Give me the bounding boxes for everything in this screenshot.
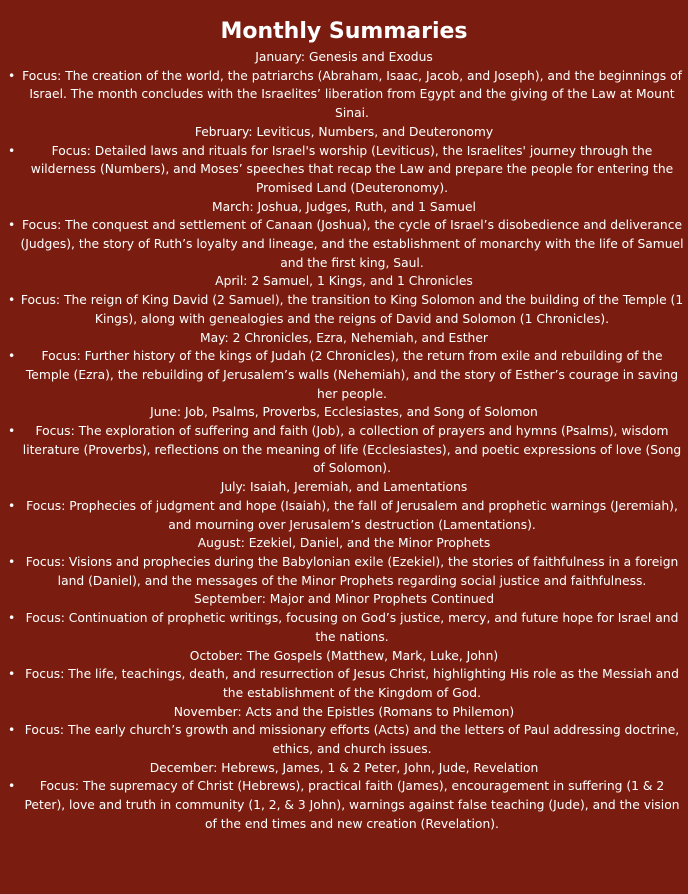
bullet-icon: • — [8, 498, 16, 513]
month-heading-april: April: 2 Samuel, 1 Kings, and 1 Chronicles — [215, 274, 473, 289]
focus-text: Focus: The creation of the world, the patriarchs (Abraham, Isaac, Jacob, and Joseph), and the beginnings of Israel. The month concludes with the Israelites’ liberation from Egypt and the giving of the Law at Mount Sinai. — [22, 68, 682, 121]
bullet-icon: • — [8, 143, 16, 158]
focus-text: Focus: Detailed laws and rituals for Israel's worship (Leviticus), the Israelites' journey through the wilderness (Numbers), and Moses’ speeches that recap the Law and prepare the people for entering the Promised Land (Deuteronomy). — [30, 143, 674, 195]
month-heading-june: June: Job, Psalms, Proverbs, Ecclesiastes, and Song of Solomon — [150, 405, 538, 420]
page-title: Monthly Summaries — [220, 19, 468, 44]
focus-item-december — [4, 777, 684, 833]
focus-text: Focus: The reign of King David (2 Samuel), the transition to King Solomon and the building of the Temple (1 Kings), along with genealogies and the reigns of David and Solomon (1 Chronicles). — [20, 293, 684, 326]
focus-text: Focus: Further history of the kings of Judah (2 Chronicles), the return from exile and rebuilding of the Temple (Ezra), the rebuilding of Jerusalem’s walls (Nehemiah), and the story of Esther’s courage in saving her people. — [25, 349, 679, 401]
focus-item-october — [4, 665, 684, 702]
focus-item-november — [4, 721, 684, 758]
bullet-icon: • — [8, 723, 16, 738]
focus-text: Focus: The life, teachings, death, and resurrection of Jesus Christ, highlighting His role as the Messiah and the establishment of the Kingdom of God. — [25, 667, 679, 700]
month-heading-february: February: Leviticus, Numbers, and Deuteronomy — [194, 124, 494, 139]
month-heading-march: March: Joshua, Judges, Ruth, and 1 Samuel — [212, 199, 476, 214]
focus-item-september — [4, 609, 684, 646]
month-heading-august: August: Ezekiel, Daniel, and the Minor Prophets — [197, 536, 491, 551]
bullet-icon: • — [8, 293, 16, 308]
month-heading-january: January: Genesis and Exodus — [255, 50, 433, 64]
month-heading-september: September: Major and Minor Prophets Continued — [193, 592, 495, 607]
focus-item-february — [4, 142, 684, 198]
month-heading-may: May: 2 Chronicles, Ezra, Nehemiah, and Esther — [200, 330, 488, 345]
focus-text: Focus: Visions and prophecies during the Babylonian exile (Ezekiel), the stories of faithfulness in a foreign land (Daniel), and the messages of the Minor Prophets regarding social justice and faithfulness. — [25, 554, 679, 588]
bullet-icon: • — [8, 218, 16, 233]
focus-text: Focus: The supremacy of Christ (Hebrews), practical faith (James), encouragement in suffering (1 & 2 Peter), love and truth in community (1, 2, & 3 John), warnings against false teaching (Jude), and the vision of the end times and new creation (Revelation). — [24, 779, 680, 831]
focus-item-july — [4, 497, 684, 534]
focus-item-april — [4, 291, 684, 328]
bullet-icon: • — [8, 667, 16, 682]
focus-text: Focus: Prophecies of judgment and hope (Isaiah), the fall of Jerusalem and prophetic warnings (Jeremiah), and mourning over Jerusalem’s destruction (Lamentations). — [26, 498, 678, 532]
bullet-icon: • — [8, 554, 16, 569]
bullet-icon: • — [8, 349, 16, 364]
focus-text: Focus: The conquest and settlement of Canaan (Joshua), the cycle of Israel’s disobedience and deliverance (Judges), the story of Ruth’s loyalty and lineage, and the establishment of monarchy with the life of Samuel and the first king, Saul. — [20, 218, 684, 270]
focus-item-may — [4, 347, 684, 403]
bullet-icon: • — [8, 68, 16, 83]
focus-item-august — [4, 553, 684, 590]
bullet-icon: • — [8, 424, 16, 439]
bullet-icon: • — [8, 779, 16, 794]
focus-text: Focus: The early church’s growth and missionary efforts (Acts) and the letters of Paul addressing doctrine, ethics, and church issues. — [24, 723, 680, 757]
bullet-icon: • — [8, 611, 16, 626]
month-heading-december: December: Hebrews, James, 1 & 2 Peter, John, Jude, Revelation — [149, 760, 539, 775]
focus-text: Focus: Continuation of prophetic writings, focusing on God’s justice, mercy, and future hope for Israel and the nations. — [25, 611, 679, 644]
focus-item-january — [4, 67, 684, 123]
focus-item-march — [4, 216, 684, 272]
month-heading-july: July: Isaiah, Jeremiah, and Lamentations — [220, 480, 468, 495]
focus-item-june — [4, 422, 684, 478]
focus-text: Focus: The exploration of suffering and faith (Job), a collection of prayers and hymns (Psalms), wisdom literature (Proverbs), reflections on the meaning of life (Ecclesiastes), and poetic expressions of love (Song of Solomon). — [22, 424, 682, 476]
month-heading-november: November: Acts and the Epistles (Romans to Philemon) — [173, 704, 515, 719]
month-heading-october: October: The Gospels (Matthew, Mark, Luke, John) — [189, 648, 499, 663]
